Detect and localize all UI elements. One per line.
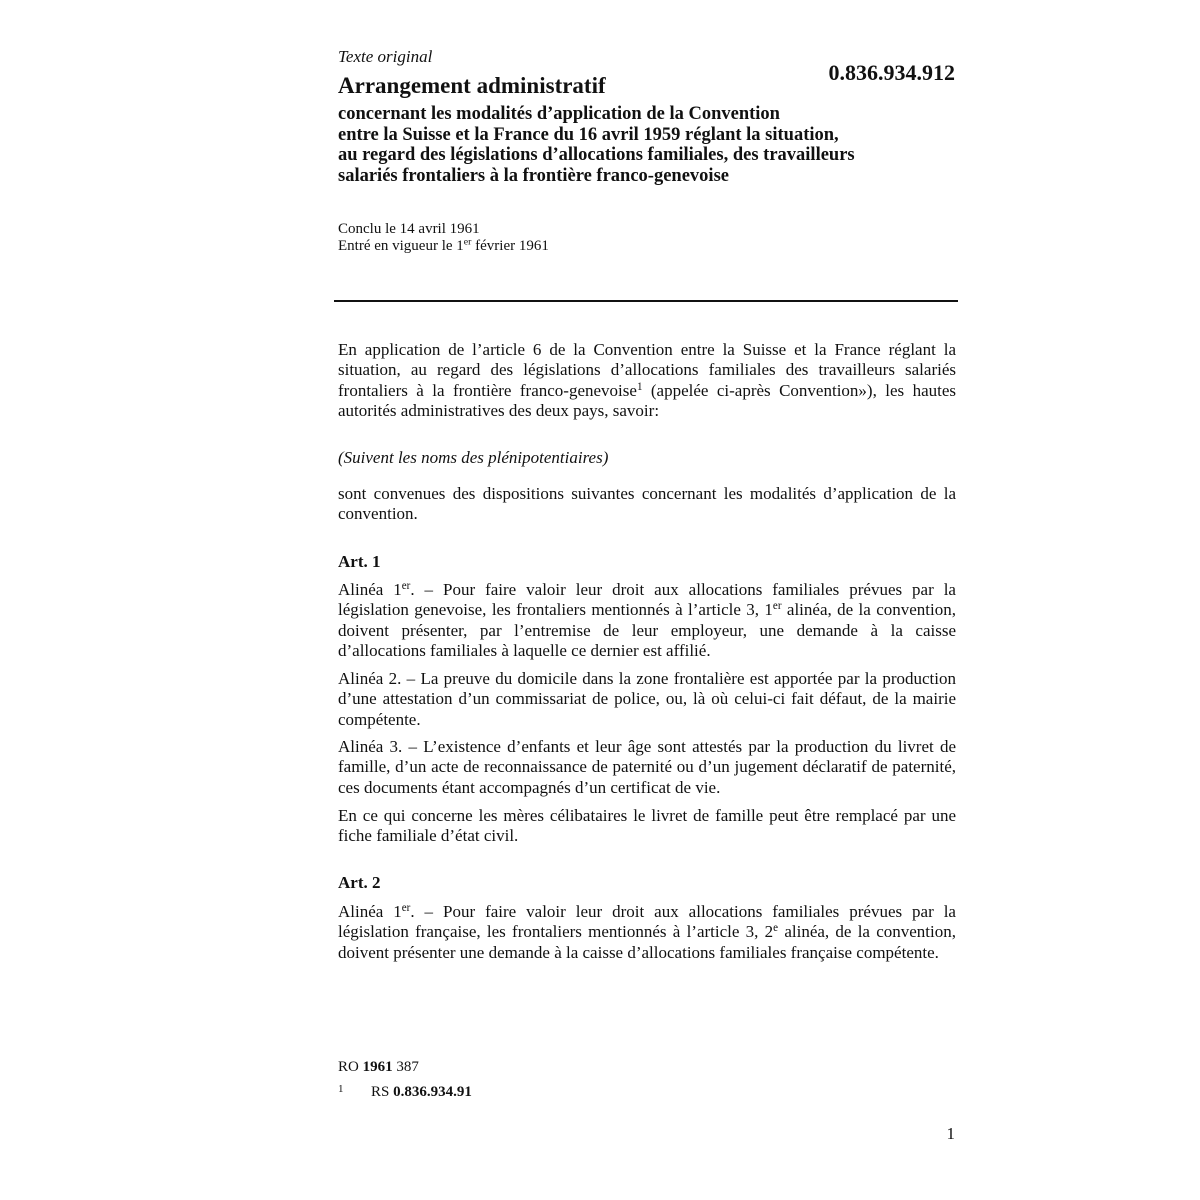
document-number: 0.836.934.912 (828, 60, 955, 85)
header-divider (334, 300, 958, 302)
footnote-reference[interactable]: 1 (636, 380, 643, 393)
footnote: 1 RS 0.836.934.91 (338, 1080, 472, 1101)
subtitle-line: entre la Suisse et la France du 16 avril 1959 réglant la situation, (338, 124, 839, 145)
subtitle-line: salariés frontaliers à la frontière franco-genevoise (338, 165, 729, 186)
document-title: Arrangement administratif (338, 73, 606, 98)
document-subtitle (338, 104, 938, 186)
plenipotentiaries-note: (Suivent les noms des plénipotentiaires) (338, 448, 609, 467)
article-1-paragraph-3: Alinéa 3. – L’existence d’enfants et leur âge sont attestés par la production du livret de famille, d’un acte de reconnaissance de paternité ou d’un jugement déclaratif de paternité, ces documents étant accompagnés d’un certificat de vie. (338, 737, 956, 797)
footnote-rs-link[interactable]: 0.836.934.91 (393, 1084, 472, 1100)
ro-reference: RO 1961 387 (338, 1059, 419, 1075)
footnote-number: 1 (338, 1083, 344, 1095)
subtitle-line: au regard des législations d’allocations familiales, des travailleurs (338, 145, 855, 165)
article-1-paragraph-2: Alinéa 2. – La preuve du domicile dans la zone frontalière est apportée par la production d’une attestation d’un commissariat de police, ou, là où celui-ci fait défaut, de la mairie compétente. (338, 669, 956, 729)
in-force-date: Entré en vigueur le 1er février 1961 (338, 236, 549, 254)
concluded-date: Conclu le 14 avril 1961 (338, 221, 480, 237)
page-number: 1 (946, 1124, 955, 1143)
article-1-paragraph-4: En ce qui concerne les mères célibataires le livret de famille peut être remplacé par une fiche familiale d’état civil. (338, 806, 956, 846)
preamble-paragraph: En application de l’article 6 de la Convention entre la Suisse et la France réglant la situation, au regard des législations d’allocations familiales des travailleurs salariés frontaliers à la frontière franco-genevoise$^1$ (appelée ci-après Convention»), les hautes autorités administratives des deux pays, savoir: (338, 340, 956, 420)
original-text-label: Texte original (338, 47, 433, 66)
article-1-paragraph-1: Alinéa 1er. – Pour faire valoir leur droit aux allocations familiales prévues par la législation genevoise, les frontaliers mentionnés à l’article 3, 1er alinéa, de la convention, doivent présenter, par l’entremise de leur employeur, une demande à la caisse d’allocations familiales à laquelle ce dernier est affilié. (338, 579, 956, 660)
article-2-paragraph-1: Alinéa 1er. – Pour faire valoir leur droit aux allocations familiales prévues par la législation française, les frontaliers mentionnés à l’article 3, 2e alinéa, de la convention, doivent présenter une demande à la caisse d’allocations familiales française compétente. (338, 901, 957, 962)
subtitle-line: concernant les modalités d’application de la Convention (338, 104, 780, 124)
dates-block (338, 221, 549, 255)
agreed-paragraph: sont convenues des dispositions suivantes concernant les modalités d’application de la convention. (338, 484, 956, 524)
article-2-heading: Art. 2 (338, 873, 381, 892)
article-1-heading: Art. 1 (338, 552, 381, 571)
